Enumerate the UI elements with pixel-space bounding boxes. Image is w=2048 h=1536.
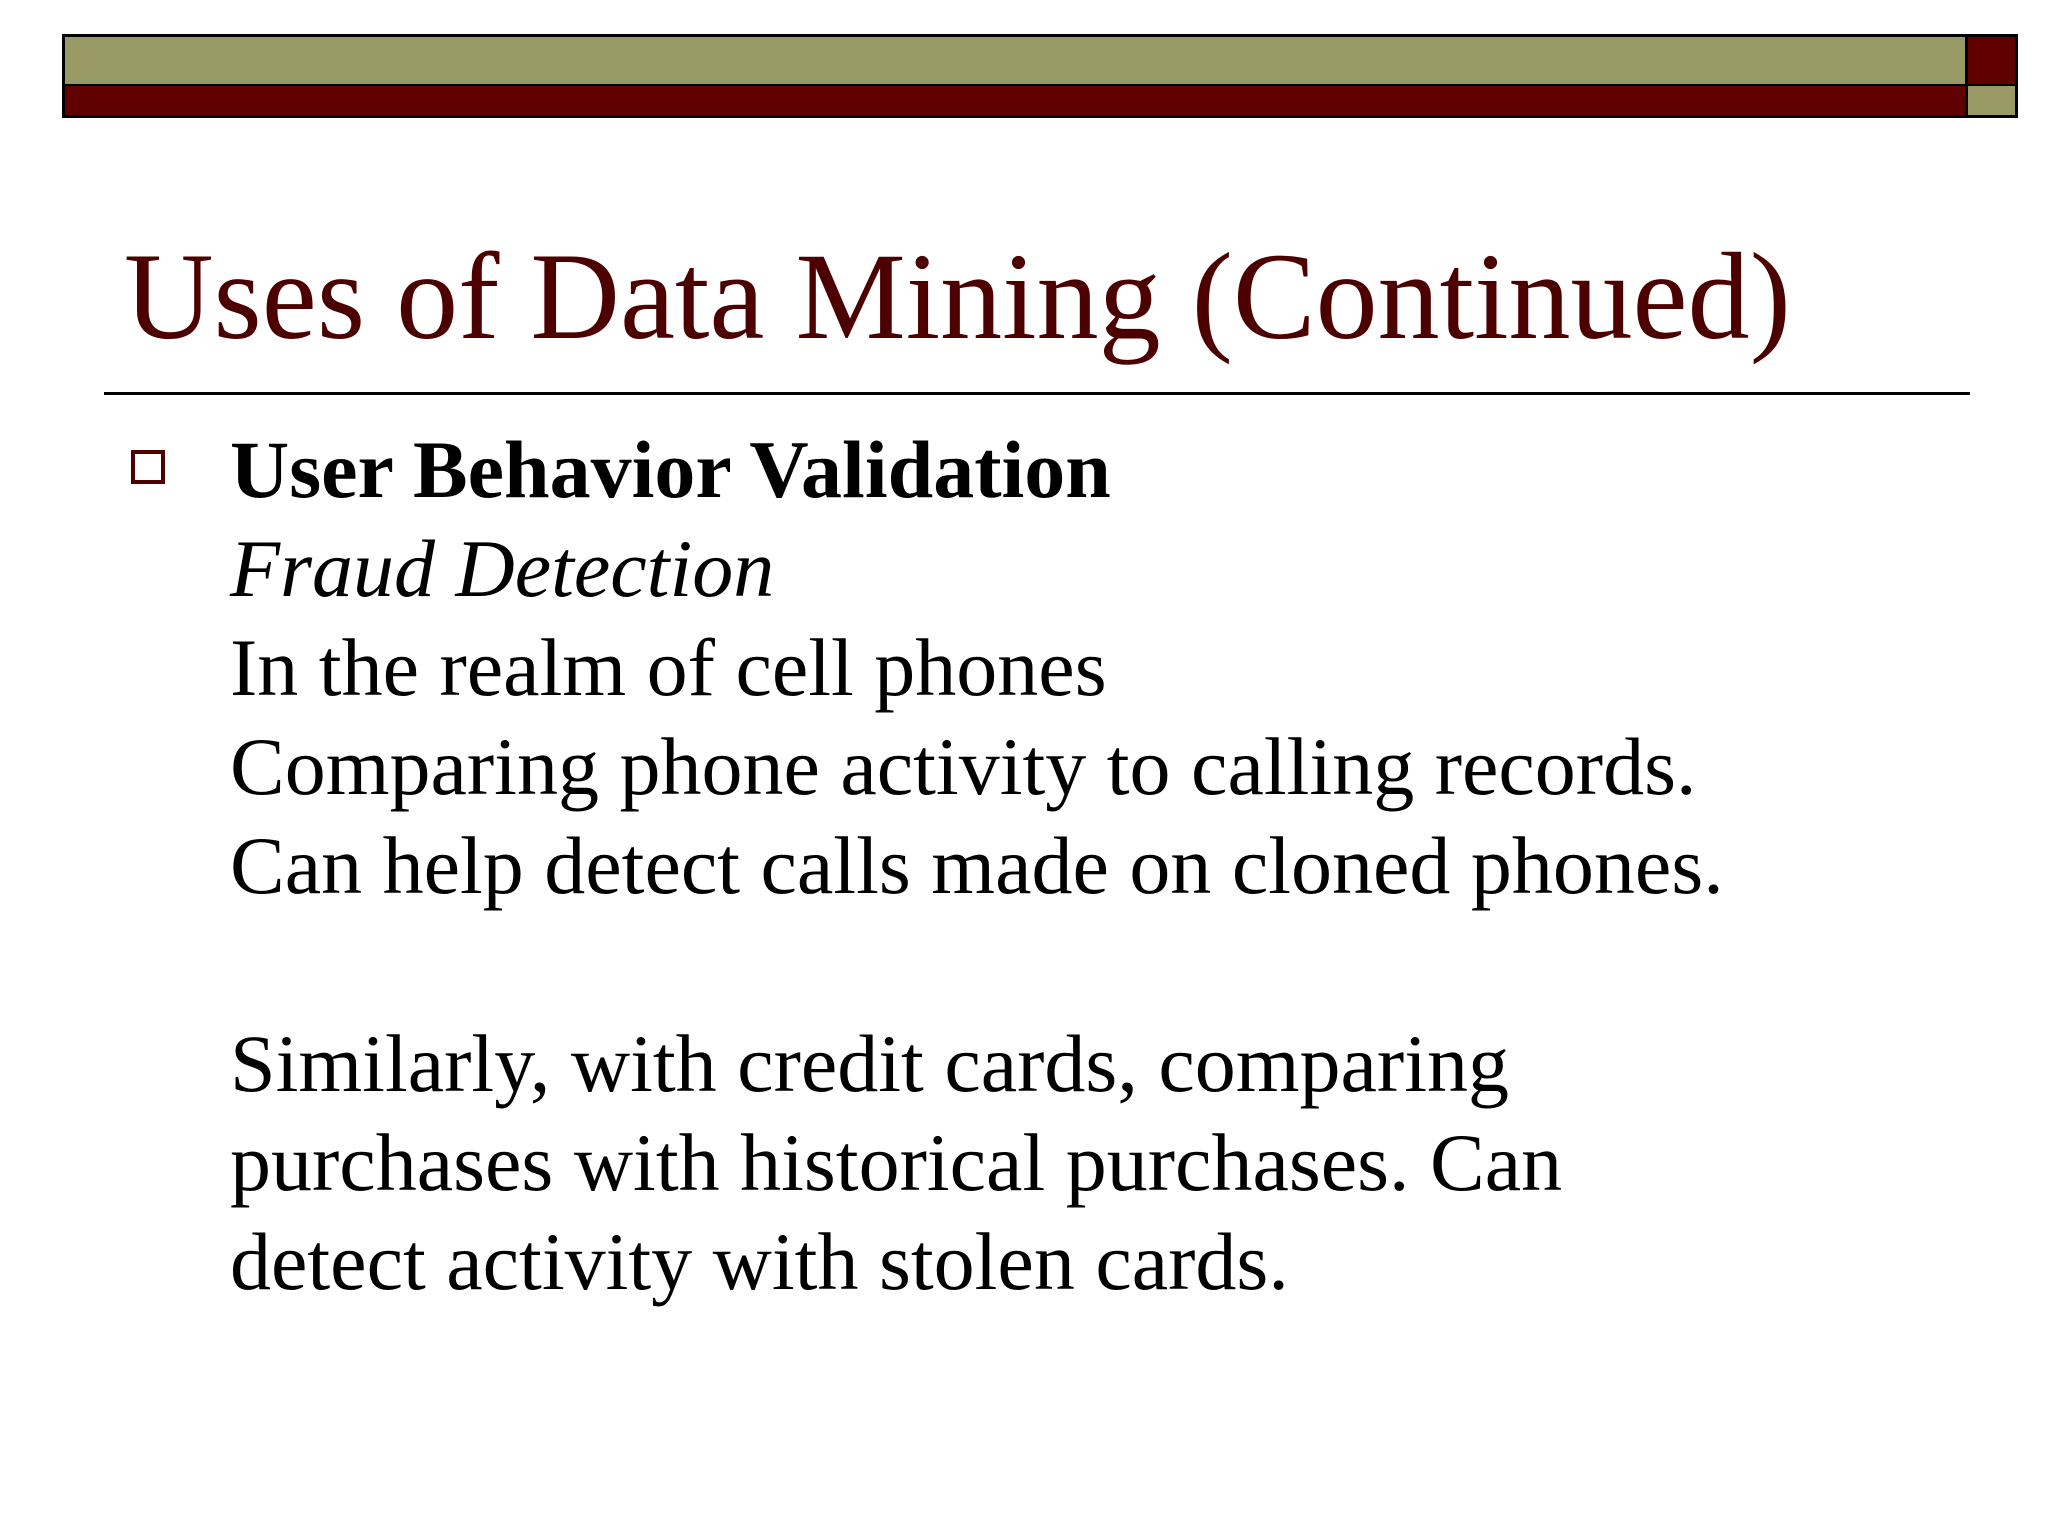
body-line: In the realm of cell phones <box>230 622 1107 713</box>
title-divider <box>104 392 1970 395</box>
slide-title: Uses of Data Mining (Continued) <box>124 228 1791 365</box>
bullet-content <box>230 420 1930 1311</box>
bullet-subheading: Fraud Detection <box>230 523 775 614</box>
header-square-olive <box>1968 84 2018 118</box>
body-line: Similarly, with credit cards, comparing <box>230 1018 1510 1109</box>
bullet-heading: User Behavior Validation <box>230 424 1111 515</box>
header-bar-maroon <box>62 84 1968 118</box>
body-line: detect activity with stolen cards. <box>230 1216 1289 1307</box>
body-line: purchases with historical purchases. Can <box>230 1117 1563 1208</box>
body-line: Can help detect calls made on cloned phones. <box>230 820 1724 911</box>
hollow-square-bullet-icon <box>131 450 165 484</box>
body-line: Comparing phone activity to calling records. <box>230 721 1697 812</box>
header-bar-olive <box>62 34 1968 84</box>
header-square-maroon <box>1968 34 2018 84</box>
paragraph-spacer <box>230 915 1930 1014</box>
